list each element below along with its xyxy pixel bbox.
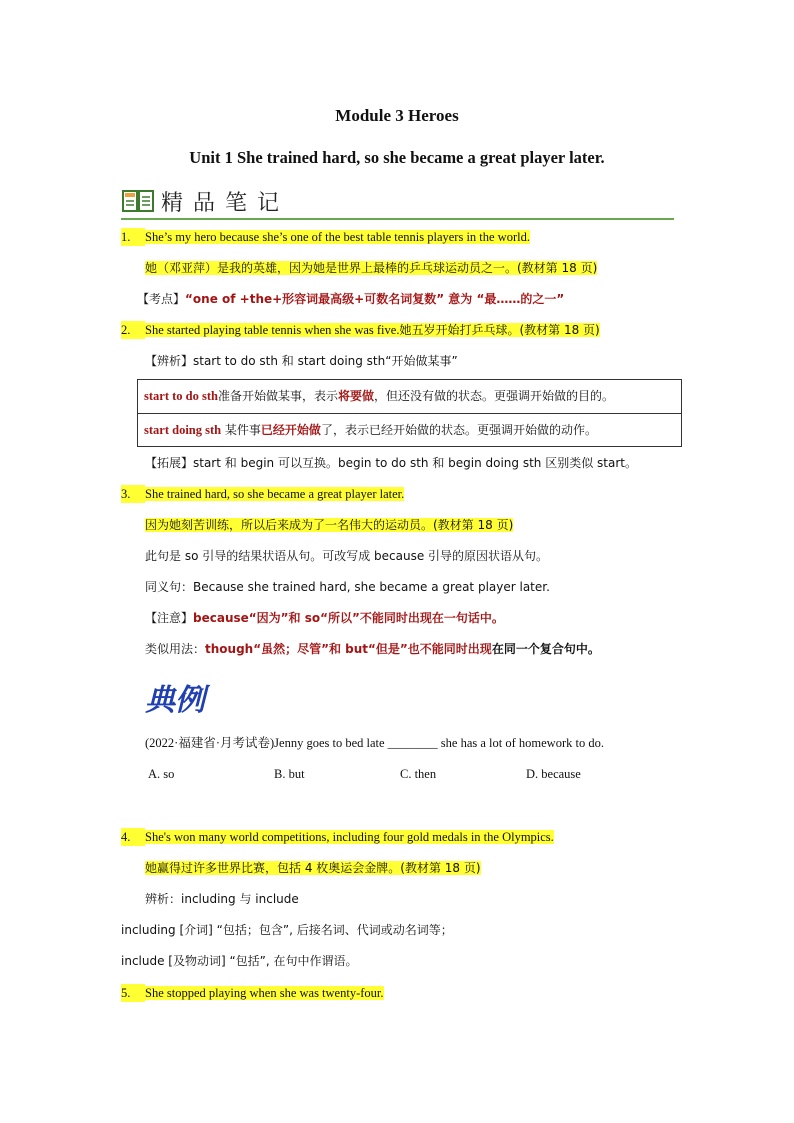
book-icon — [121, 186, 155, 216]
s3-translation — [145, 516, 513, 534]
row1-text-a: 准备开始做某事，表示 — [217, 389, 338, 403]
s3-note — [145, 609, 504, 627]
option-b[interactable]: B. but — [274, 767, 305, 781]
s2-english: She started playing table tennis when she was five. — [145, 323, 400, 337]
s1-key-point — [137, 290, 564, 308]
s5-sentence — [121, 984, 384, 1002]
s3-note-text: because“因为”和 so“所以”不能同时出现在一句话中。 — [193, 611, 504, 625]
s4-english: She's won many world competitions, including four gold medals in the Olympics. — [145, 830, 554, 844]
row2-term: start doing sth — [144, 423, 222, 437]
s3-similar-b: though“虽然；尽管”和 but“但是”也不能同时出现 — [205, 642, 492, 656]
s2-comparison-heading: 【辨析】start to do sth 和 start doing sth“开始做某事” — [145, 354, 458, 368]
row1-term: start to do sth — [144, 389, 218, 403]
s1-english: She’s my hero because she’s one of the best table tennis players in the world. — [145, 230, 530, 244]
s4-number: 4. — [121, 828, 145, 846]
row2-text-b: 已经开始做 — [260, 423, 321, 437]
option-d[interactable]: D. because — [526, 767, 581, 781]
row2-text-c: 了，表示已经开始做的状态。更强调开始做的动作。 — [320, 423, 597, 437]
s5-number: 5. — [121, 984, 145, 1002]
s1-chinese: 她（邓亚萍）是我的英雄，因为她是世界上最棒的乒乓球运动员之一。(教材第 18 页) — [145, 261, 598, 275]
s2-sentence — [121, 321, 600, 339]
row1-text-c: ，但还没有做的状态。更强调开始做的目的。 — [374, 389, 615, 403]
banner-title: 精品笔记 — [161, 191, 290, 216]
s4-including-note: including [介词] “包括；包含”, 后接名词、代词或动名词等； — [121, 923, 453, 937]
notes-banner — [121, 184, 674, 220]
unit-title: Unit 1 She trained hard, so she became a great player later. — [189, 148, 605, 167]
s5-english: She stopped playing when she was twenty-four. — [145, 986, 384, 1000]
s4-comparison-heading: 辨析：including 与 include — [145, 892, 299, 906]
s4-translation — [145, 859, 481, 877]
s3-similar-c: 在同一个复合句中。 — [491, 642, 600, 656]
s1-translation — [145, 259, 597, 277]
s2-number: 2. — [121, 321, 145, 339]
row2-text-a: 某件事 — [221, 423, 261, 437]
s2-chinese: 她五岁开始打乒乓球。(教材第 18 页) — [399, 323, 600, 337]
s3-explanation: 此句是 so 引导的结果状语从句。可改写成 because 引导的原因状语从句。 — [145, 549, 549, 563]
comparison-row-start-to-do — [138, 380, 681, 413]
s4-sentence — [121, 828, 554, 846]
exercise-question: (2022·福建省·月考试卷)Jenny goes to bed late ________ she has a lot of homework to do. — [145, 736, 604, 750]
comparison-row-start-doing — [138, 413, 681, 447]
s3-note-label: 【注意】 — [145, 611, 194, 625]
module-title: Module 3 Heroes — [335, 106, 459, 125]
s3-similar-usage — [145, 640, 600, 658]
s1-number: 1. — [121, 228, 145, 246]
s1-key-label: 【考点】 — [137, 292, 186, 306]
calligraphy-stamp-icon — [143, 678, 223, 716]
option-c[interactable]: C. then — [400, 767, 437, 781]
option-a[interactable]: A. so — [148, 767, 175, 781]
s4-chinese: 她赢得过许多世界比赛，包括 4 枚奥运会金牌。(教材第 18 页) — [145, 861, 481, 875]
s4-include-note: include [及物动词] “包括”, 在句中作谓语。 — [121, 954, 358, 968]
s3-number: 3. — [121, 485, 145, 503]
s1-key-text: “one of +the+形容词最高级+可数名词复数” 意为 “最……的之一” — [185, 292, 565, 306]
s1-sentence — [121, 228, 530, 246]
row1-text-b: 将要做 — [337, 389, 374, 403]
comparison-table — [137, 379, 682, 447]
s3-similar-a: 类似用法： — [145, 642, 206, 656]
s2-extension: 【拓展】start 和 begin 可以互换。begin to do sth 和 begin doing sth 区别类似 start。 — [145, 456, 637, 470]
s3-chinese: 因为她刻苦训练，所以后来成为了一名伟大的运动员。(教材第 18 页) — [145, 518, 514, 532]
s3-sentence — [121, 485, 404, 503]
s3-synonym-sentence: 同义句：Because she trained hard, she became a great player later. — [145, 580, 550, 594]
s3-english: She trained hard, so she became a great player later. — [145, 487, 405, 501]
stamp-text: 典例 — [145, 683, 205, 716]
